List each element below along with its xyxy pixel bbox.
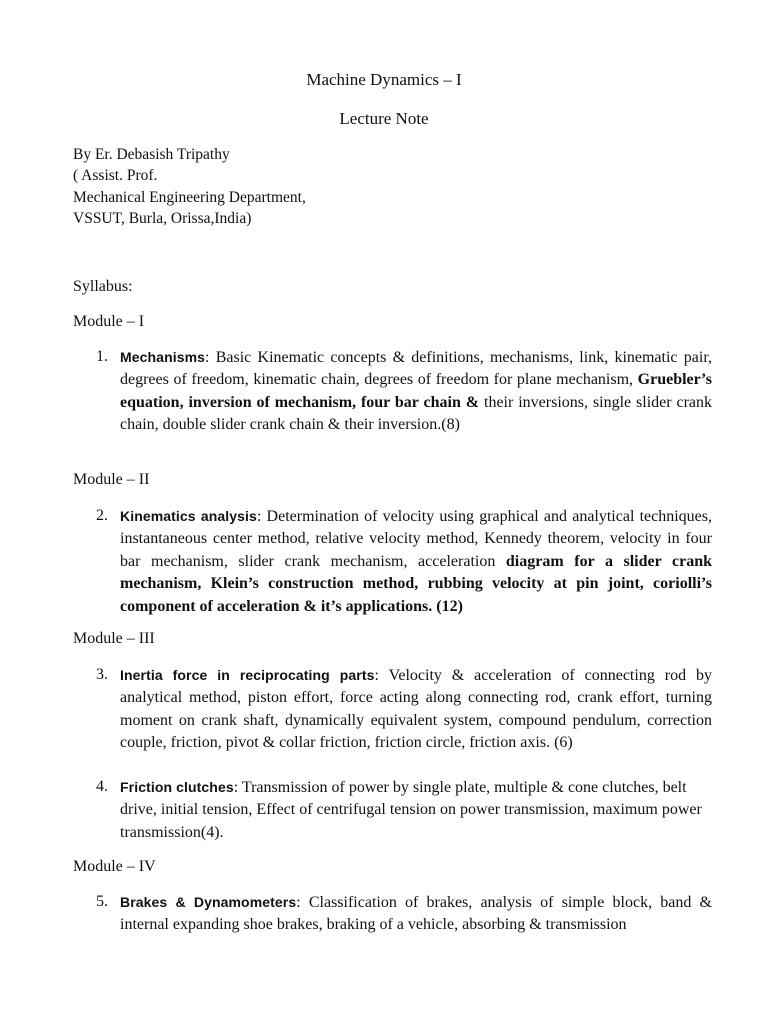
item-text: : Determination of velocity using graphical and analytical techniques, instantaneous center method, relative velocity method, Kennedy theorem, velocity in four bar mechanism, slider crank mechanism, acceleration [120,508,713,570]
item-text: : Velocity & acceleration of connecting rod by analytical method, piston effort, force acting along connecting rod, crank effort, turning moment on crank shaft, dynamically equivalent system, compound pendulum, correction couple, friction, pivot & collar friction, friction circle, friction axis. (6) [120,667,713,752]
item-body [120,664,712,755]
module-heading: Module – III [73,630,155,647]
item-text-tail: their inversions, single slider crank chain, double slider crank chain & their inversion.(8) [120,393,713,434]
syllabus-item [96,346,712,437]
item-body [120,346,712,437]
syllabus-item [96,664,712,755]
item-term: Brakes & Dynamometers [120,894,297,910]
item-bold-text: diagram for a slider crank mechanism, Klein’s construction method, rubbing velocity at pin joint, coriolli’s component of acceleration & it’s applications. (12) [120,552,713,615]
item-body [120,776,712,844]
item-body [120,891,712,937]
document-title: Machine Dynamics – I [306,70,462,89]
item-text: : Transmission of power by single plate, multiple & cone clutches, belt drive, initial tension, Effect of centrifugal tension on power transmission, maximum power transmission(4). [120,779,702,841]
item-term: Mechanisms [120,349,206,365]
syllabus-item [96,776,712,844]
author-designation: ( Assist. Prof. [73,167,158,184]
author-by-line: By Er. Debasish Tripathy [73,146,230,163]
item-text: : Basic Kinematic concepts & definitions, mechanisms, link, kinematic pair, degrees of freedom, kinematic chain, degrees of freedom for plane mechanism, [120,349,712,389]
item-number: 1. [96,348,108,365]
item-term: Inertia force in reciprocating parts [120,667,375,683]
item-number: 4. [96,778,108,795]
syllabus-item [96,505,712,618]
module-heading: Module – II [73,471,150,488]
author-department: Mechanical Engineering Department, [73,189,306,206]
module-heading: Module – IV [73,858,156,875]
item-body [120,505,712,618]
syllabus-label: Syllabus: [73,278,133,295]
item-number: 5. [96,893,108,910]
item-term: Friction clutches [120,779,234,795]
item-bold-text: Gruebler’s equation, inversion of mechanism, four bar chain & [120,371,712,411]
module-heading: Module – I [73,313,145,330]
item-term: Kinematics analysis [120,508,257,524]
item-number: 3. [96,666,108,683]
author-institution: VSSUT, Burla, Orissa,India) [73,210,252,227]
item-number: 2. [96,507,108,524]
syllabus-item [96,891,712,937]
item-text: : Classification of brakes, analysis of simple block, band & internal expanding shoe brakes, braking of a vehicle, absorbing & transmission [120,894,712,934]
document-subtitle: Lecture Note [339,109,429,128]
